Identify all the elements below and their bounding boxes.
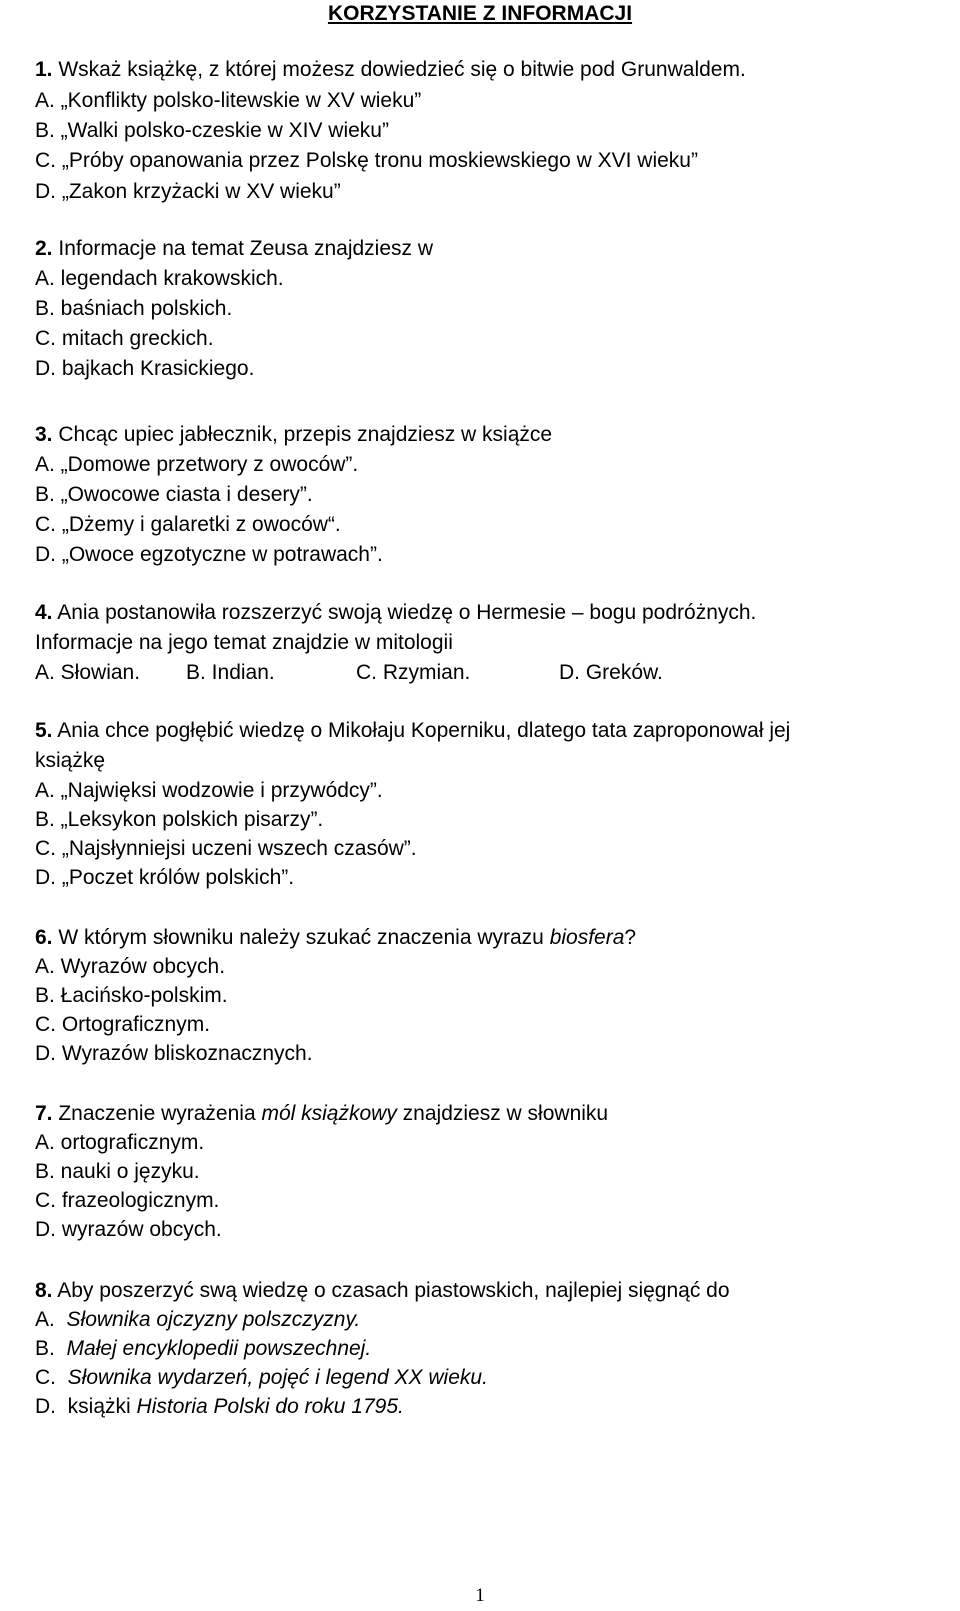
question-number: 8. bbox=[35, 1279, 53, 1302]
option-a: A. „Domowe przetwory z owoców”. bbox=[35, 453, 359, 476]
question-number: 7. bbox=[35, 1102, 53, 1125]
question-number: 1. bbox=[35, 58, 53, 81]
option-d: D. „Zakon krzyżacki w XV wieku” bbox=[35, 180, 341, 203]
option-d bbox=[35, 1393, 404, 1421]
option-d: D. wyrazów obcych. bbox=[35, 1218, 222, 1241]
option-b: B. nauki o języku. bbox=[35, 1160, 200, 1183]
option-d: D. Wyrazów bliskoznacznych. bbox=[35, 1042, 313, 1065]
question-text: Informacje na temat Zeusa znajdziesz w bbox=[58, 237, 434, 260]
option-d: D. „Owoce egzotyczne w potrawach”. bbox=[35, 543, 383, 566]
option-a: A. ortograficznym. bbox=[35, 1131, 205, 1154]
question-number: 6. bbox=[35, 926, 53, 949]
question-2 bbox=[35, 235, 433, 263]
option-b: B. „Owocowe ciasta i desery”. bbox=[35, 483, 313, 506]
book-title: Małej encyklopedii powszechnej. bbox=[66, 1337, 372, 1360]
book-title: Historia Polski do roku 1795. bbox=[136, 1395, 404, 1418]
question-number: 4. bbox=[35, 601, 53, 624]
question-number: 5. bbox=[35, 719, 53, 742]
option-a: A. „Najwięksi wodzowie i przywódcy”. bbox=[35, 779, 383, 802]
question-7 bbox=[35, 1100, 608, 1128]
option-letter: D. bbox=[35, 1395, 56, 1418]
option-letter: B. bbox=[35, 1337, 55, 1360]
option-b: B. Łacińsko-polskim. bbox=[35, 984, 228, 1007]
question-8 bbox=[35, 1277, 730, 1305]
question-5 bbox=[35, 717, 790, 745]
option-a: A. Słowian. bbox=[35, 661, 141, 684]
option-b bbox=[35, 1335, 371, 1363]
option-prefix: książki bbox=[67, 1395, 137, 1418]
option-a bbox=[35, 1306, 360, 1334]
option-c bbox=[35, 1364, 488, 1392]
question-text-continued: książkę bbox=[35, 749, 106, 772]
question-text: Ania chce pogłębić wiedzę o Mikołaju Koperniku, dlatego tata zaproponował jej bbox=[57, 719, 791, 742]
option-a: A. Wyrazów obcych. bbox=[35, 955, 226, 978]
option-c: C. „Najsłynniejsi uczeni wszech czasów”. bbox=[35, 837, 417, 860]
option-letter: C. bbox=[35, 1366, 56, 1389]
question-text: Wskaż książkę, z której możesz dowiedzieć się o bitwie pod Grunwaldem. bbox=[58, 58, 746, 81]
page-number: 1 bbox=[475, 1585, 485, 1606]
question-text-continued: Informacje na jego temat znajdzie w mitologii bbox=[35, 631, 453, 654]
question-term: biosfera bbox=[549, 926, 625, 949]
option-c: C. mitach greckich. bbox=[35, 327, 214, 350]
option-c: C. Ortograficznym. bbox=[35, 1013, 211, 1036]
question-text: Chcąc upiec jabłecznik, przepis znajdziesz w książce bbox=[58, 423, 553, 446]
option-c: C. „Próby opanowania przez Polskę tronu moskiewskiego w XVI wieku” bbox=[35, 149, 698, 172]
option-b: B. „Leksykon polskich pisarzy”. bbox=[35, 808, 324, 831]
option-b: B. Indian. bbox=[186, 661, 275, 684]
question-1 bbox=[35, 56, 746, 84]
option-a: A. legendach krakowskich. bbox=[35, 267, 284, 290]
option-b: B. „Walki polsko-czeskie w XIV wieku” bbox=[35, 119, 389, 142]
option-letter: A. bbox=[35, 1308, 55, 1331]
option-c: C. Rzymian. bbox=[356, 661, 471, 684]
question-number: 2. bbox=[35, 237, 53, 260]
book-title: Słownika ojczyzny polszczyzny. bbox=[66, 1308, 361, 1331]
question-text: W którym słowniku należy szukać znaczenia wyrazu bbox=[58, 926, 550, 949]
question-text-end: ? bbox=[624, 926, 637, 949]
question-6 bbox=[35, 924, 636, 952]
option-d: D. Greków. bbox=[559, 661, 663, 684]
question-text: Znaczenie wyrażenia bbox=[58, 1102, 262, 1125]
question-text: Aby poszerzyć swą wiedzę o czasach piastowskich, najlepiej sięgnąć do bbox=[57, 1279, 730, 1302]
page-title: KORZYSTANIE Z INFORMACJI bbox=[327, 2, 633, 25]
option-b: B. baśniach polskich. bbox=[35, 297, 233, 320]
question-3 bbox=[35, 421, 552, 449]
question-text-end: znajdziesz w słowniku bbox=[396, 1102, 609, 1125]
options-row bbox=[35, 659, 663, 687]
option-d: D. bajkach Krasickiego. bbox=[35, 357, 255, 380]
question-number: 3. bbox=[35, 423, 53, 446]
question-text: Ania postanowiła rozszerzyć swoją wiedzę o Hermesie – bogu podróżnych. bbox=[57, 601, 757, 624]
book-title: Słownika wydarzeń, pojęć i legend XX wieku. bbox=[67, 1366, 488, 1389]
question-term: mól książkowy bbox=[261, 1102, 397, 1125]
option-a: A. „Konflikty polsko-litewskie w XV wieku” bbox=[35, 89, 422, 112]
option-c: C. frazeologicznym. bbox=[35, 1189, 220, 1212]
option-d: D. „Poczet królów polskich”. bbox=[35, 866, 295, 889]
option-c: C. „Dżemy i galaretki z owoców“. bbox=[35, 513, 341, 536]
question-4 bbox=[35, 599, 756, 627]
